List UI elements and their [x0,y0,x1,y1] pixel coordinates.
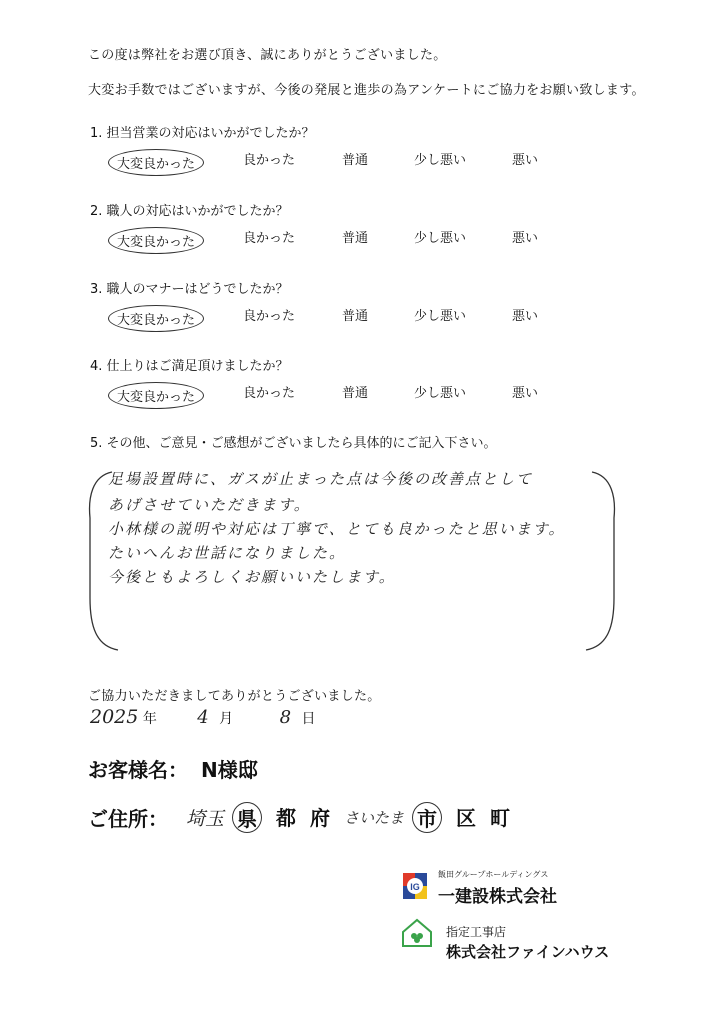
comment-line: 小林様の説明や対応は丁寧で、とても良かったと思います。 [108,520,566,538]
customer-label: お客様名： [88,758,188,782]
intro-line-2: 大変お手数ではございますが、今後の発展と進歩の為アンケートにご協力をお願い致します。 [88,83,645,98]
date-month-handwritten: 4 [197,707,209,728]
comment-line: 今後ともよろしくお願いいたします。 [108,568,396,586]
date-year-label: 年 [142,711,157,727]
question-4-option[interactable]: 良かった [243,386,296,401]
city-suffix-option-selected[interactable]: 市 [412,802,442,833]
customer-row [88,754,258,783]
designated-contractor-label: 指定工事店 [446,925,507,939]
city-suffix-option[interactable]: 区 [456,806,477,830]
company-name: 一建設株式会社 [438,887,557,907]
question-1-option[interactable]: 悪い [512,153,539,168]
question-3-option-selected[interactable]: 大変良かった [108,305,204,332]
question-3-option[interactable]: 悪い [512,309,539,324]
date-year-handwritten: 2025 [90,706,139,728]
address-city-handwritten: さいたま [344,809,405,827]
question-3-option[interactable]: 少し悪い [414,309,467,324]
question-3-option[interactable]: 普通 [342,309,369,324]
question-2-option[interactable]: 普通 [342,231,369,246]
comment-line: あげさせていただきます。 [108,496,311,514]
date-month-label: 月 [219,711,234,727]
date-day-handwritten: 8 [279,707,292,728]
company-logo-ig [400,870,430,906]
question-3-label: 3. 職人のマナーはどうでしたか？ [90,282,289,297]
prefecture-suffix-options [232,802,330,833]
question-4-option-selected[interactable]: 大変良かった [108,382,204,409]
question-4-option[interactable]: 普通 [342,386,369,401]
intro-line-1: この度は弊社をお選び頂き、誠にありがとうございました。 [88,48,447,63]
svg-text:IG: IG [410,882,420,892]
thanks-line: ご協力いただきましてありがとうございました。 [88,689,381,704]
contractor-name: 株式会社ファインハウス [446,943,610,961]
question-1-option[interactable]: 少し悪い [414,153,467,168]
question-4-label: 4. 仕上りはご満足頂けましたか？ [90,359,289,374]
group-name: 飯田グループホールディングス [438,870,549,879]
question-2-label: 2. 職人の対応はいかがでしたか？ [90,204,289,219]
question-1-option[interactable]: 普通 [342,153,369,168]
prefecture-suffix-option[interactable]: 府 [310,806,331,830]
comment-line: たいへんお世話になりました。 [108,544,347,562]
city-suffix-option[interactable]: 町 [490,806,511,830]
prefecture-suffix-option-selected[interactable]: 県 [232,802,262,833]
question-5-label: 5. その他、ご意見・ご感想がございましたら具体的にご記入下さい。 [90,436,497,451]
fine-house-logo [399,916,435,956]
question-1-label: 1. 担当営業の対応はいかがでしたか？ [90,126,315,141]
question-2-option-selected[interactable]: 大変良かった [108,227,204,254]
address-label: ご住所： [88,807,168,831]
date-row [90,706,316,728]
customer-name: N様邸 [200,758,258,782]
address-row [88,802,510,833]
question-2-option[interactable]: 少し悪い [414,231,467,246]
question-2-option[interactable]: 悪い [512,231,539,246]
prefecture-suffix-option[interactable]: 都 [276,806,297,830]
question-2-option[interactable]: 良かった [243,231,296,246]
address-prefecture-handwritten: 埼玉 [186,808,225,830]
question-1-option-selected[interactable]: 大変良かった [108,149,204,176]
question-1-option[interactable]: 良かった [243,153,296,168]
comment-line: 足場設置時に、ガスが止まった点は今後の改善点として [108,470,534,488]
date-day-label: 日 [301,711,316,727]
question-4-option[interactable]: 少し悪い [414,386,467,401]
question-4-option[interactable]: 悪い [512,386,539,401]
question-3-option[interactable]: 良かった [243,309,296,324]
city-suffix-options [412,802,510,833]
